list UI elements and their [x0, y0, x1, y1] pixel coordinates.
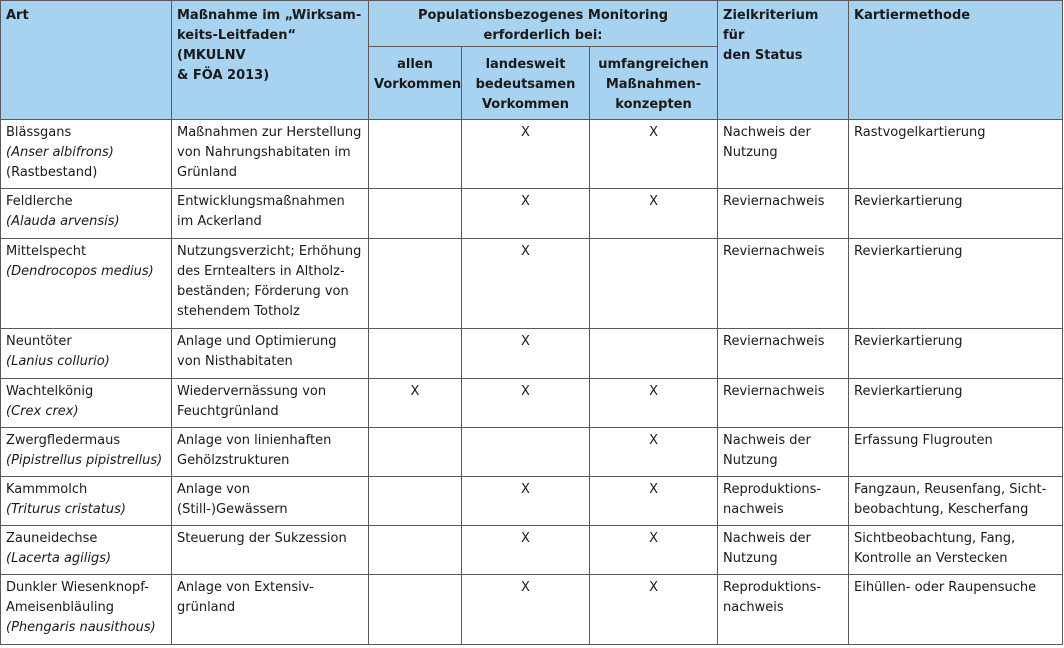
species-scientific-name: (Lanius collurio): [6, 354, 110, 369]
species-name: Blässgans: [6, 125, 72, 140]
species-name: Zauneidechse: [6, 531, 98, 546]
cell-mark-landesweit: X: [462, 329, 590, 379]
species-name: Wachtelkönig: [6, 384, 94, 399]
table-row: [1, 575, 1063, 645]
table-header: [1, 1, 1063, 120]
species-scientific-name: (Phengaris nausithous): [6, 620, 156, 635]
cell-mark-landesweit: X: [462, 239, 590, 329]
cell-mark-umfangreich: X: [590, 189, 718, 239]
col-header-allen-vorkommen: allen Vorkommen: [369, 47, 462, 120]
cell-mark-allen: [369, 239, 462, 329]
table-row: [1, 526, 1063, 575]
species-name: Zwergfledermaus: [6, 433, 121, 448]
table-row: [1, 428, 1063, 477]
species-name: Feldlerche: [6, 194, 73, 209]
species-scientific-name: (Lacerta agiligs): [6, 551, 112, 566]
cell-art: [1, 428, 172, 477]
cell-zielkriterium: Reviernachweis: [718, 329, 849, 379]
cell-mark-landesweit: X: [462, 477, 590, 526]
cell-mark-umfangreich: X: [590, 428, 718, 477]
cell-kartiermethode: Erfassung Flugrouten: [849, 428, 1063, 477]
cell-mark-allen: [369, 329, 462, 379]
col-header-kartiermethode: Kartiermethode: [849, 1, 1063, 120]
cell-mark-umfangreich: X: [590, 575, 718, 645]
cell-massnahme: Steuerung der Sukzession: [172, 526, 369, 575]
cell-art: [1, 120, 172, 189]
col-header-art: Art: [1, 1, 172, 120]
cell-mark-landesweit: X: [462, 575, 590, 645]
cell-art: [1, 526, 172, 575]
cell-massnahme: Maßnahmen zur Herstellung von Nahrungshabitaten im Grünland: [172, 120, 369, 189]
cell-mark-umfangreich: X: [590, 477, 718, 526]
col-header-zielkriterium: Zielkriterium für den Status: [718, 1, 849, 120]
table-body: [1, 120, 1063, 645]
cell-zielkriterium: Reviernachweis: [718, 379, 849, 428]
table-row: [1, 120, 1063, 189]
col-header-massnahme: Maßnahme im „Wirksam- keits-Leitfaden“ (MKULNV & FÖA 2013): [172, 1, 369, 120]
species-note: (Rastbestand): [6, 165, 98, 180]
cell-mark-allen: [369, 428, 462, 477]
col-header-umfangreich: umfangreichen Maßnahmen- konzepten: [590, 47, 718, 120]
cell-kartiermethode: Revierkartierung: [849, 189, 1063, 239]
cell-massnahme: Wiedervernässung von Feuchtgrünland: [172, 379, 369, 428]
cell-kartiermethode: Fangzaun, Reusenfang, Sicht- beobachtung, Kescherfang: [849, 477, 1063, 526]
cell-zielkriterium: Reviernachweis: [718, 239, 849, 329]
species-name: Neuntöter: [6, 334, 72, 349]
table-row: [1, 189, 1063, 239]
cell-mark-landesweit: X: [462, 379, 590, 428]
cell-art: [1, 189, 172, 239]
cell-art: [1, 239, 172, 329]
cell-zielkriterium: Reproduktions- nachweis: [718, 575, 849, 645]
cell-zielkriterium: Nachweis der Nutzung: [718, 526, 849, 575]
cell-art: [1, 379, 172, 428]
cell-mark-landesweit: [462, 428, 590, 477]
species-scientific-name: (Anser albifrons): [6, 145, 114, 160]
cell-massnahme: Anlage von (Still-)Gewässern: [172, 477, 369, 526]
cell-massnahme: Anlage von linienhaften Gehölzstrukturen: [172, 428, 369, 477]
cell-mark-allen: [369, 477, 462, 526]
species-scientific-name: (Triturus cristatus): [6, 502, 126, 517]
cell-kartiermethode: Revierkartierung: [849, 329, 1063, 379]
species-name: Mittelspecht: [6, 244, 87, 259]
table-row: [1, 329, 1063, 379]
cell-massnahme: Entwicklungsmaßnahmen im Ackerland: [172, 189, 369, 239]
cell-art: [1, 477, 172, 526]
cell-mark-umfangreich: [590, 329, 718, 379]
cell-zielkriterium: Reproduktions- nachweis: [718, 477, 849, 526]
table-row: [1, 477, 1063, 526]
species-name: Dunkler Wiesenknopf-: [6, 580, 149, 595]
cell-mark-allen: [369, 120, 462, 189]
col-header-monitoring-group: Populationsbezogenes Monitoring erforderlich bei:: [369, 1, 718, 47]
cell-mark-umfangreich: X: [590, 526, 718, 575]
cell-mark-landesweit: X: [462, 120, 590, 189]
cell-mark-allen: [369, 526, 462, 575]
cell-kartiermethode: Revierkartierung: [849, 379, 1063, 428]
species-scientific-name: (Crex crex): [6, 404, 79, 419]
species-scientific-name: (Dendrocopos medius): [6, 264, 154, 279]
species-scientific-name: (Pipistrellus pipistrellus): [6, 453, 163, 468]
cell-mark-allen: X: [369, 379, 462, 428]
table-row: [1, 379, 1063, 428]
cell-zielkriterium: Nachweis der Nutzung: [718, 120, 849, 189]
cell-kartiermethode: Eihüllen- oder Raupensuche: [849, 575, 1063, 645]
cell-art: [1, 329, 172, 379]
cell-zielkriterium: Nachweis der Nutzung: [718, 428, 849, 477]
species-name: Ameisenbläuling: [6, 600, 114, 615]
cell-kartiermethode: Sichtbeobachtung, Fang, Kontrolle an Verstecken: [849, 526, 1063, 575]
cell-kartiermethode: Revierkartierung: [849, 239, 1063, 329]
cell-massnahme: Nutzungsverzicht; Erhöhung des Erntealters in Altholz- beständen; Förderung von stehendem Totholz: [172, 239, 369, 329]
cell-mark-allen: [369, 189, 462, 239]
cell-zielkriterium: Reviernachweis: [718, 189, 849, 239]
cell-mark-landesweit: X: [462, 526, 590, 575]
cell-massnahme: Anlage von Extensiv- grünland: [172, 575, 369, 645]
table-row: [1, 239, 1063, 329]
cell-art: [1, 575, 172, 645]
species-name: Kammmolch: [6, 482, 88, 497]
cell-mark-umfangreich: [590, 239, 718, 329]
cell-mark-landesweit: X: [462, 189, 590, 239]
cell-mark-umfangreich: X: [590, 120, 718, 189]
cell-mark-allen: [369, 575, 462, 645]
cell-mark-umfangreich: X: [590, 379, 718, 428]
cell-massnahme: Anlage und Optimierung von Nisthabitaten: [172, 329, 369, 379]
cell-kartiermethode: Rastvogelkartierung: [849, 120, 1063, 189]
col-header-landesweit: landesweit bedeutsamen Vorkommen: [462, 47, 590, 120]
species-scientific-name: (Alauda arvensis): [6, 214, 120, 229]
